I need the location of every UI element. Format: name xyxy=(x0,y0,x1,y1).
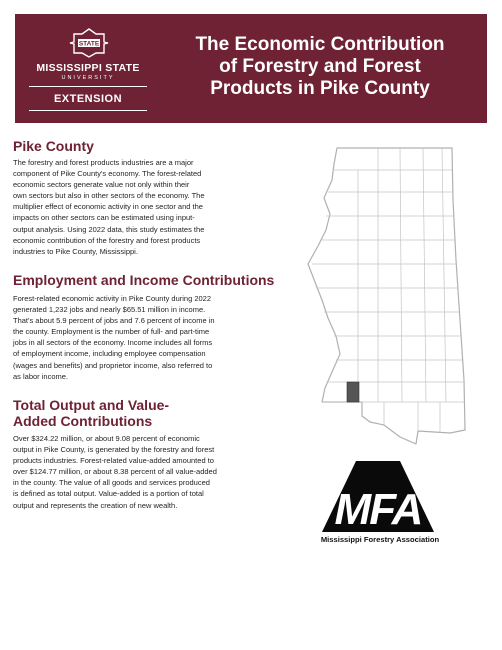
header-banner xyxy=(15,14,487,123)
logo-rule-top xyxy=(29,86,147,87)
section-heading-employment: Employment and Income Contributions xyxy=(13,272,275,288)
page-title xyxy=(165,34,475,100)
pike-county-highlight xyxy=(347,382,359,402)
mfa-name: Mississippi Forestry Association xyxy=(320,535,440,544)
logo-name: MISSISSIPPI STATE xyxy=(36,62,140,74)
mississippi-outline xyxy=(308,148,465,444)
logo-unit: EXTENSION xyxy=(53,93,123,105)
mfa-logo-letters: MFA xyxy=(334,485,422,534)
mfa-logo xyxy=(318,460,438,535)
seal-text: STATE xyxy=(78,40,100,48)
msu-extension-logo xyxy=(25,28,151,116)
msu-seal-icon xyxy=(69,28,109,58)
section-body-output: Over $324.22 million, or about 9.08 percent of economic output in Pike County, is generated by the forestry and forest products industries. Forest-related value-added amounted to over $124.77 million, or about 8.38 percent of all value-added in the county. The value of all goods and services produced is defined as total output. Value-added is a portion of total output and represents the creation of new wealth. xyxy=(13,434,217,510)
logo-rule-bottom xyxy=(29,110,147,111)
mississippi-county-map xyxy=(300,140,475,445)
section-body-employment: Forest-related economic activity in Pike County during 2022 generated 1,232 jobs and nearly $65.51 million in income. That's about 5.9 percent of jobs and 7.6 percent of income in the county. Employment is the number of full- and part-time jobs in all sectors of the economy. Income includes all forms of employment income, including employee compensation (wages and benefits) and proprietor income, also referred to as labor income. xyxy=(13,294,215,381)
title-line: Products in Pike County xyxy=(210,78,430,99)
section-heading-output: Total Output and Value- Added Contributions xyxy=(13,397,170,429)
logo-subname: UNIVERSITY xyxy=(61,75,115,81)
title-line: The Economic Contribution xyxy=(195,34,445,55)
title-line: of Forestry and Forest xyxy=(219,56,421,77)
section-heading-pike-county: Pike County xyxy=(13,138,94,154)
section-body-pike-county: The forestry and forest products industries are a major component of Pike County's economy. The forest-related economic sectors generate value not only within their own sectors but also in other sectors of the economy. The multiplier effect of economic activity in one sector and the impacts on other sectors can be estimated using input- output analysis. Using 2022 data, this study estimates the economic contribution of the forestry and forest products industries to Pike County, Mississippi. xyxy=(13,158,205,256)
